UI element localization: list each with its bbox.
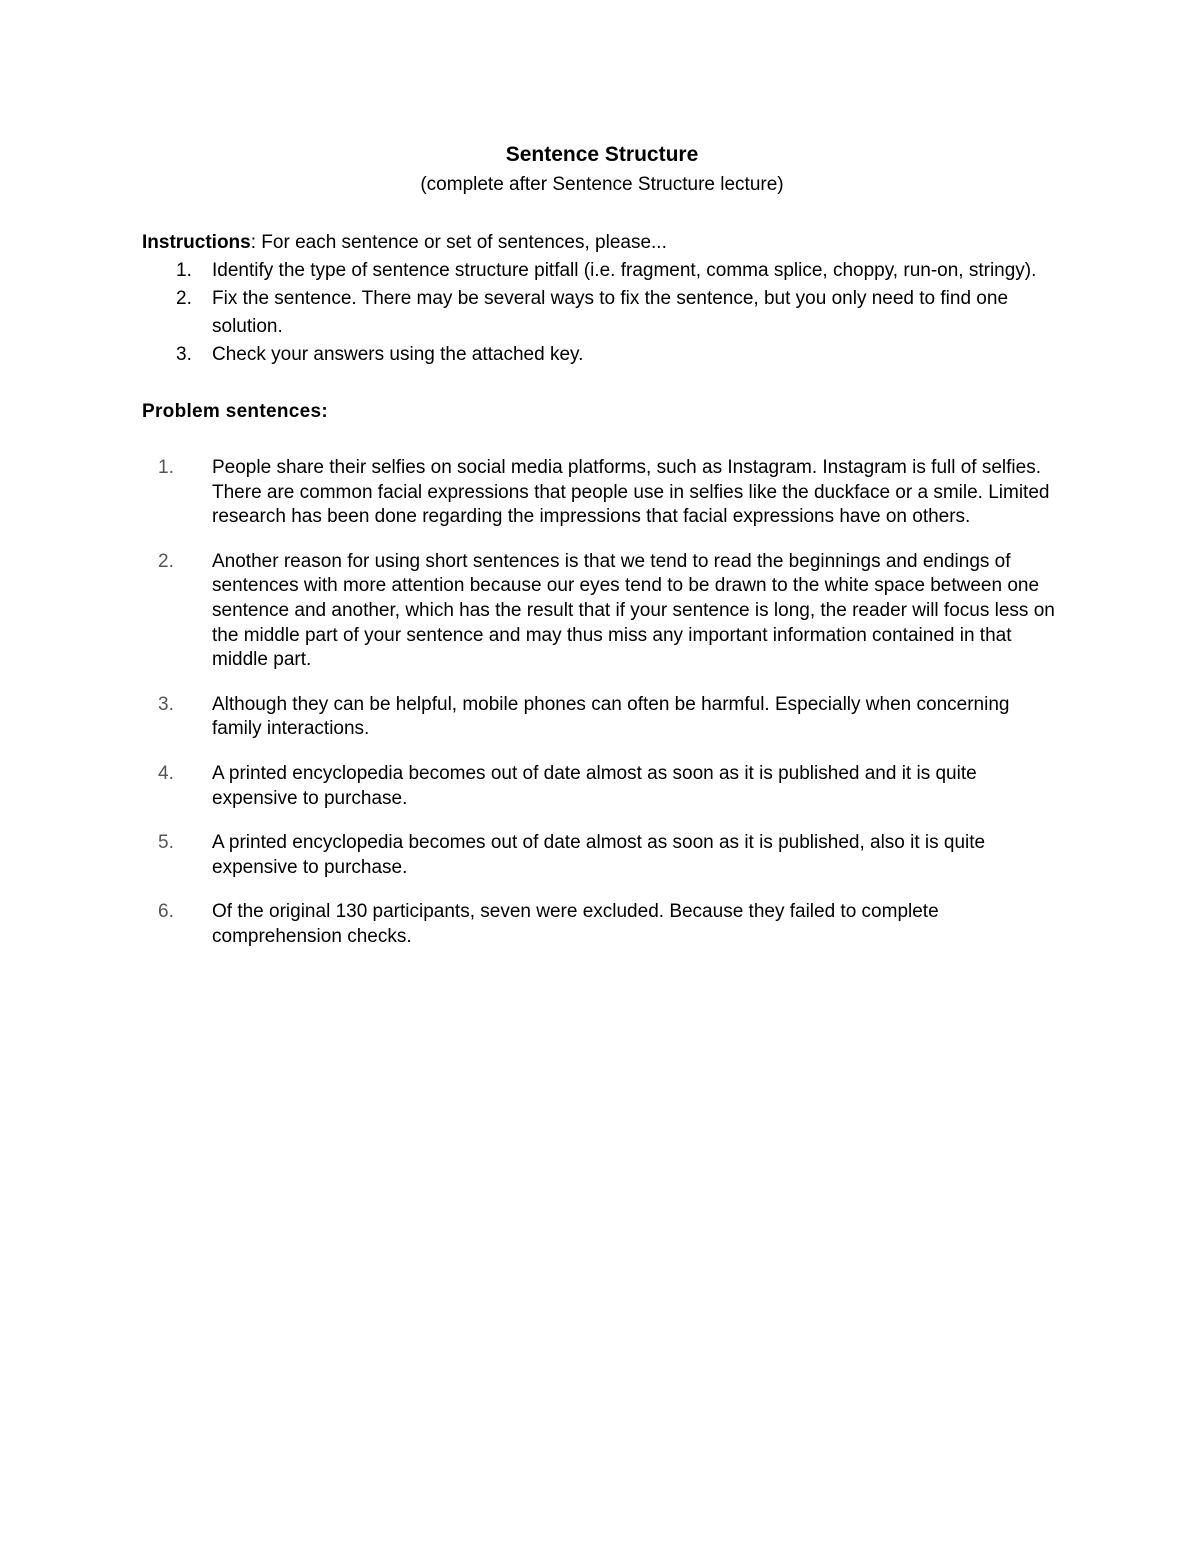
problem-text: Another reason for using short sentences is that we tend to read the beginnings and endings of sentences with more attention because our eyes tend to be drawn to the white space between one sentence and another, which has the result that if your sentence is long, the reader will focus less on the middle part of your sentence and may thus miss any important information contained in that middle part. — [212, 550, 1055, 671]
problem-item — [142, 900, 1062, 949]
document-page — [142, 141, 1062, 970]
instructions-label: Instructions — [142, 232, 251, 253]
instruction-number: 1. — [176, 260, 192, 281]
instructions-section — [142, 229, 1062, 369]
problem-text: A printed encyclopedia becomes out of date almost as soon as it is published, also it is quite expensive to purchase. — [212, 832, 986, 878]
problem-number: 6. — [158, 901, 174, 923]
problem-item — [142, 550, 1062, 673]
problem-item — [142, 456, 1062, 530]
problem-item — [142, 831, 1062, 880]
instructions-intro — [142, 229, 1062, 257]
instruction-text: Fix the sentence. There may be several ways to fix the sentence, but you only need to find one solution. — [212, 288, 1009, 337]
problem-number: 4. — [158, 762, 174, 784]
problem-item — [142, 693, 1062, 742]
instruction-text: Identify the type of sentence structure pitfall (i.e. fragment, comma splice, choppy, run-on, stringy). — [212, 260, 1037, 281]
instruction-text: Check your answers using the attached key. — [212, 344, 584, 365]
problems-list — [142, 456, 1062, 950]
page-title: Sentence Structure — [505, 143, 699, 166]
page-subtitle: (complete after Sentence Structure lecture) — [420, 174, 784, 195]
problem-number: 5. — [158, 832, 174, 854]
instruction-number: 2. — [176, 288, 192, 309]
problems-heading: Problem sentences: — [142, 401, 328, 422]
instruction-item — [142, 285, 1062, 341]
problem-number: 2. — [158, 550, 174, 572]
problem-number: 1. — [158, 457, 174, 478]
instruction-item — [142, 257, 1062, 285]
problem-text: A printed encyclopedia becomes out of date almost as soon as it is published and it is quite expensive to purchase. — [212, 762, 977, 809]
problem-text: People share their selfies on social media platforms, such as Instagram. Instagram is full of selfies. There are common facial expressions that people use in selfies like the duckface or a smile. Limited research has been done regarding the impressions that facial expressions have on others. — [212, 457, 1050, 528]
instructions-text: : For each sentence or set of sentences, please... — [250, 232, 667, 253]
problem-text: Of the original 130 participants, seven were excluded. Because they failed to complete comprehension checks. — [212, 901, 939, 947]
instruction-item — [142, 341, 1062, 369]
problem-item — [142, 762, 1062, 811]
problem-number: 3. — [158, 693, 174, 715]
instructions-list — [142, 257, 1062, 369]
instruction-number: 3. — [176, 344, 192, 365]
problem-text: Although they can be helpful, mobile phones can often be harmful. Especially when concerning family interactions. — [212, 693, 1010, 740]
